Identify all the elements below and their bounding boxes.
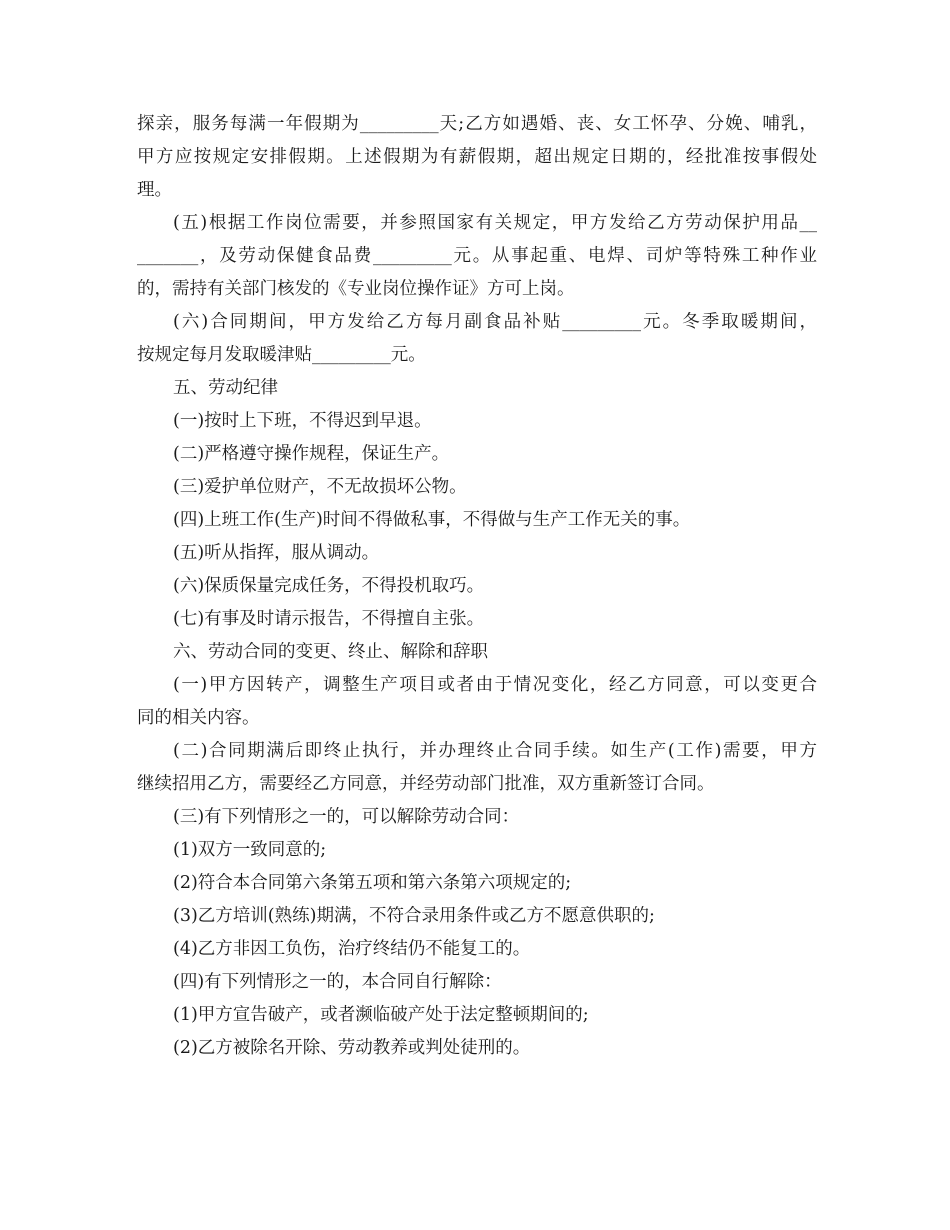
section-paragraph: (一)甲方因转产，调整生产项目或者由于情况变化，经乙方同意，可以变更合	[173, 675, 817, 695]
body-line: 探亲，服务每满一年假期为_________天;乙方如遇婚、丧、女工怀孕、分娩、哺乳，	[137, 114, 817, 134]
list-item: (七)有事及时请示报告，不得擅自主张。	[173, 609, 485, 629]
list-item: (三)有下列情形之一的，可以解除劳动合同：	[173, 807, 520, 827]
list-item: (六)保质保量完成任务，不得投机取巧。	[173, 576, 485, 596]
list-item: (1)双方一致同意的;	[173, 840, 327, 860]
body-line: 甲方应按规定安排假期。上述假期为有薪假期，超出规定日期的，经批准按事假处	[137, 147, 817, 167]
body-line: _______，及劳动保健食品费_________元。从事起重、电焊、司炉等特殊工种作业	[137, 246, 817, 266]
body-line: 继续招用乙方，需要经乙方同意，并经劳动部门批准，双方重新签订合同。	[137, 774, 715, 794]
body-line: 理。	[137, 180, 172, 200]
document-page	[137, 113, 817, 1070]
list-item: (四)有下列情形之一的，本合同自行解除：	[173, 972, 502, 992]
body-line: 同的相关内容。	[137, 708, 260, 728]
list-item: (五)听从指挥，服从调动。	[173, 543, 380, 563]
section-paragraph: (五)根据工作岗位需要，并参照国家有关规定，甲方发给乙方劳动保护用品__	[173, 213, 817, 233]
list-item: (2)乙方被除名开除、劳动教养或判处徒刑的。	[173, 1038, 531, 1058]
list-item: (1)甲方宣告破产，或者濒临破产处于法定整顿期间的;	[173, 1005, 589, 1025]
list-item: (四)上班工作(生产)时间不得做私事，不得做与生产工作无关的事。	[173, 510, 691, 530]
list-item: (2)符合本合同第六条第五项和第六条第六项规定的;	[173, 873, 572, 893]
section-paragraph: (六)合同期间，甲方发给乙方每月副食品补贴_________元。冬季取暖期间，	[173, 312, 817, 332]
section-heading: 五、劳动纪律	[173, 378, 278, 398]
section-heading: 六、劳动合同的变更、终止、解除和辞职	[173, 642, 488, 662]
body-line: 按规定每月发取暖津贴_________元。	[137, 345, 426, 365]
section-paragraph: (二)合同期满后即终止执行，并办理终止合同手续。如生产(工作)需要，甲方	[173, 741, 817, 761]
body-line: 的，需持有关部门核发的《专业岗位操作证》方可上岗。	[137, 279, 575, 299]
list-item: (一)按时上下班，不得迟到早退。	[173, 411, 432, 431]
list-item: (三)爱护单位财产，不无故损坏公物。	[173, 477, 467, 497]
list-item: (二)严格遵守操作规程，保证生产。	[173, 444, 450, 464]
list-item: (3)乙方培训(熟练)期满，不符合录用条件或乙方不愿意供职的;	[173, 906, 655, 926]
list-item: (4)乙方非因工负伤，治疗终结仍不能复工的。	[173, 939, 531, 959]
